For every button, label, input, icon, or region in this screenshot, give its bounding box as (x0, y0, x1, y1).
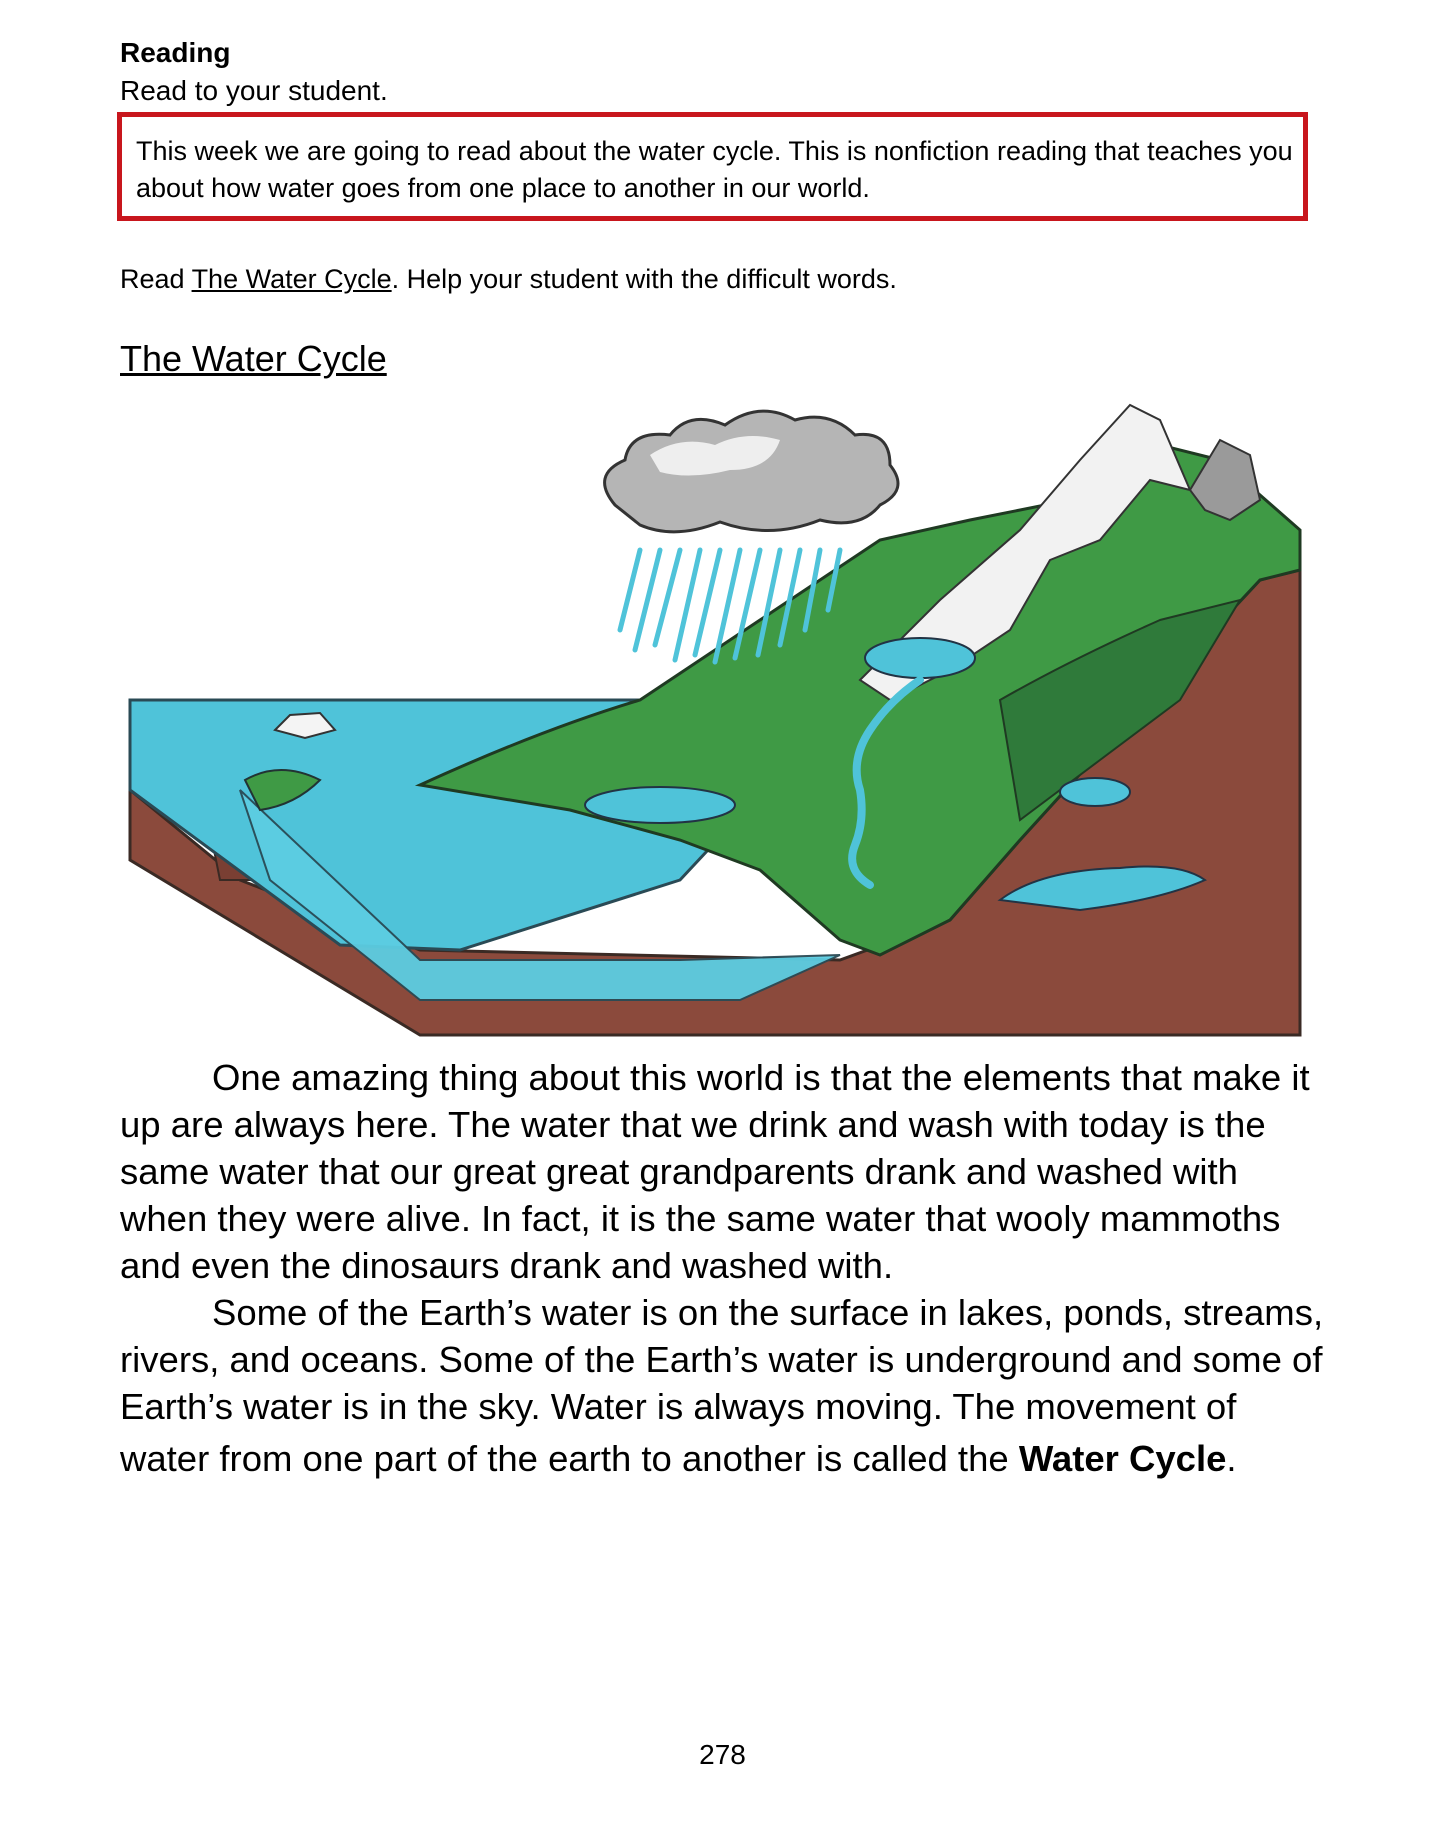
story-title: The Water Cycle (120, 338, 387, 379)
story-body (120, 1054, 1330, 1488)
story-paragraph-2-text: Some of the Earth’s water is on the surface in lakes, ponds, streams, rivers, and oceans. Some of the Earth’s water is underground and some of Earth’s water is in the sky. Water is always moving. The movement of water from one part of the earth to another is called the (120, 1292, 1324, 1479)
story-paragraph-2-end: . (1226, 1438, 1237, 1479)
section-subtitle: Read to your student. (120, 75, 388, 106)
rain-cloud (605, 411, 898, 532)
valley-lake (585, 787, 735, 823)
story-paragraph-1: One amazing thing about this world is that the elements that make it up are always here. The water that we drink and wash with today is the same water that our great great grandparents drank and washed with when they were alive. In fact, it is the same water that wooly mammoths and even the dinosaurs drank and washed with. (120, 1057, 1310, 1286)
section-heading: Reading (120, 37, 231, 68)
instruction-book-title: The Water Cycle (191, 264, 392, 294)
story-paragraph-2 (120, 1289, 1330, 1488)
mountain-lake (865, 638, 975, 678)
intro-callout-text: This week we are going to read about the water cycle. This is nonfiction reading that teaches you about how water goes from one place to another in our world. (136, 136, 1293, 203)
page-number: 278 (699, 1739, 746, 1770)
hill-pond (1060, 778, 1130, 806)
instruction-prefix: Read (120, 264, 192, 294)
reading-instruction (120, 262, 897, 296)
key-term-water-cycle: Water Cycle (1018, 1438, 1227, 1479)
instruction-suffix: . Help your student with the difficult words. (391, 264, 897, 294)
intro-callout-box (117, 112, 1308, 221)
water-cycle-illustration (120, 400, 1305, 1050)
